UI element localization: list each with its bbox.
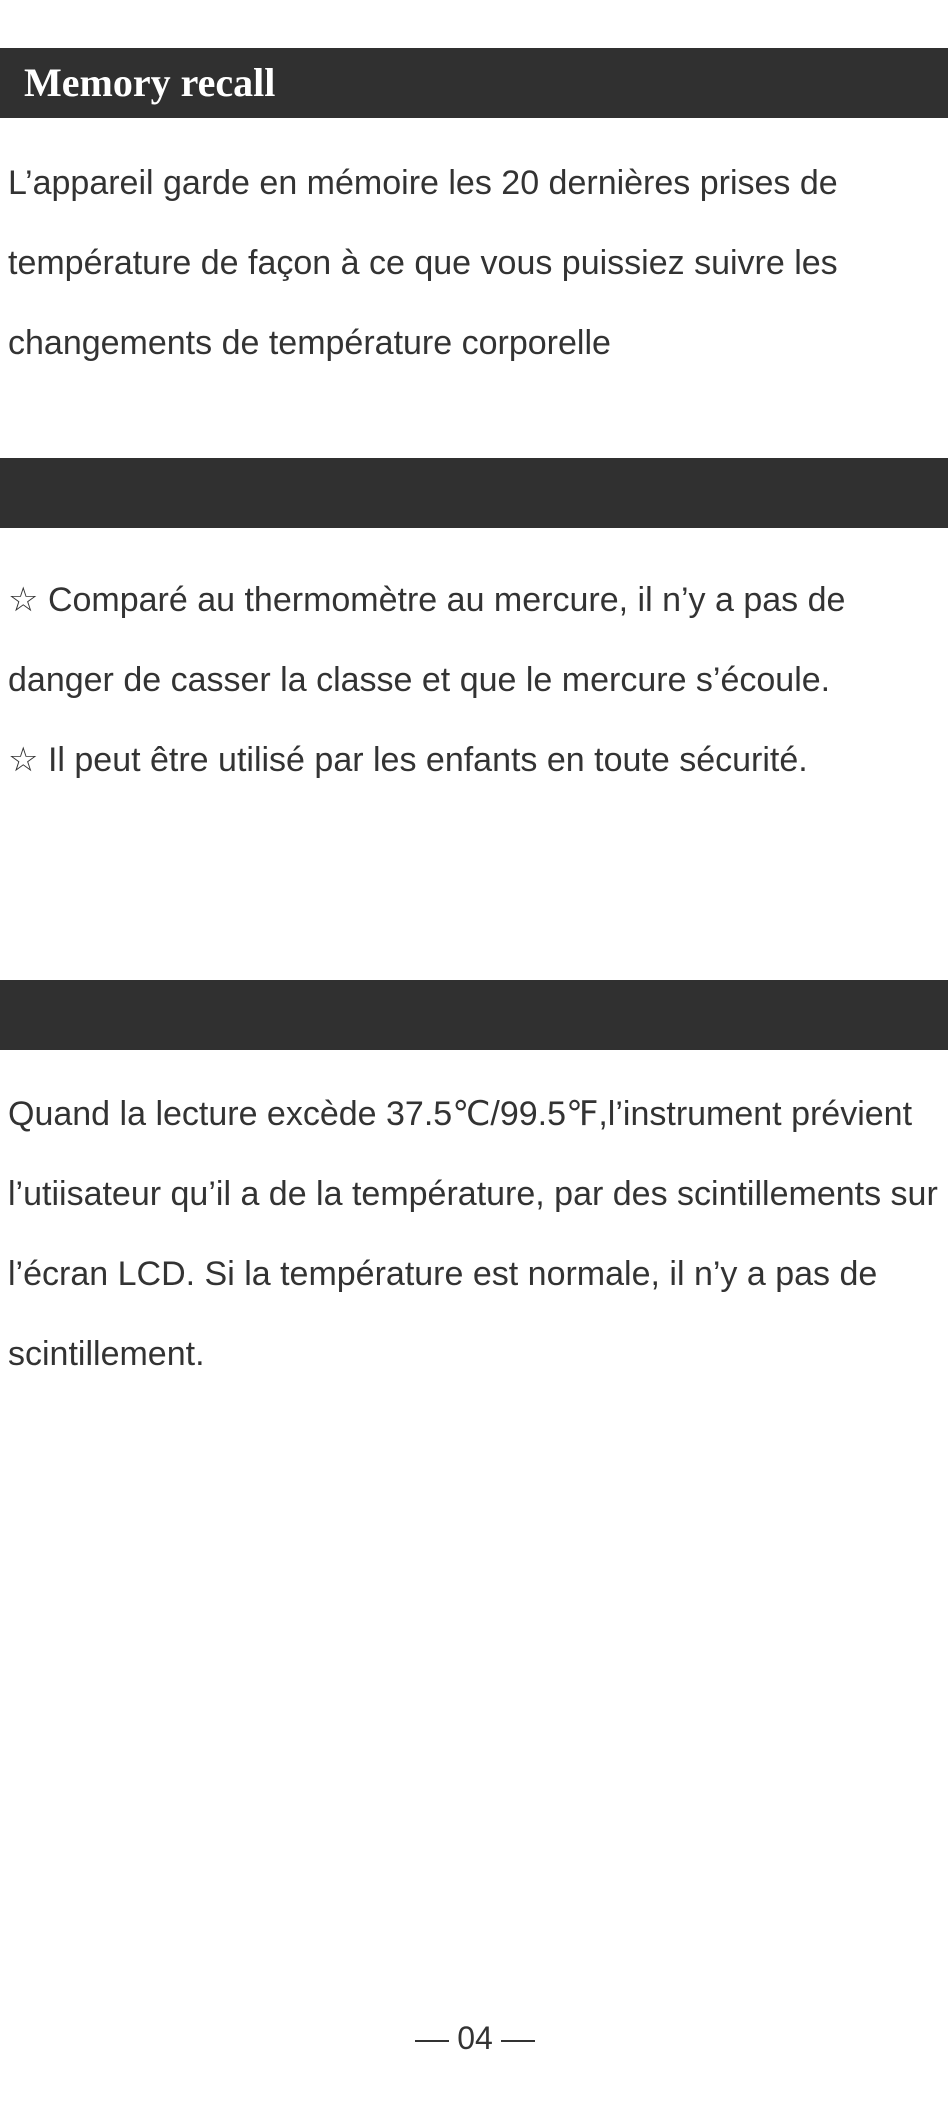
dash-right (501, 2040, 535, 2042)
star-icon: ☆ (8, 580, 39, 620)
memory-recall-paragraph: L’appareil garde en mémoire les 20 dernières prises de température de façon à ce que vous puissiez suivre les changements de température corporelle (8, 164, 838, 362)
section-title: Memory recall (24, 60, 276, 105)
section-header-memory-recall (0, 48, 948, 118)
fever-alert-paragraph: Quand la lecture excède 37.5℃/99.5℉,l’instrument prévient l’utiisateur qu’il a de la température, par des scintillements sur l’écran LCD. Si la température est normale, il n’y a pas de scintillement. (8, 1095, 938, 1373)
list-item-text: Il peut être utilisé par les enfants en toute sécurité. (47, 741, 808, 779)
list-item (8, 720, 943, 800)
page-number (0, 2020, 950, 2057)
section-header-3 (0, 980, 948, 1050)
section-header-2 (0, 458, 948, 528)
advantages-list (8, 560, 943, 800)
list-item-text: Comparé au thermomètre au mercure, il n’y a pas de danger de casser la classe et que le mercure s’écoule. (8, 581, 846, 699)
list-item (8, 560, 943, 720)
page-number-text: 04 (457, 2020, 493, 2056)
dash-left (415, 2040, 449, 2042)
star-icon: ☆ (8, 740, 39, 780)
